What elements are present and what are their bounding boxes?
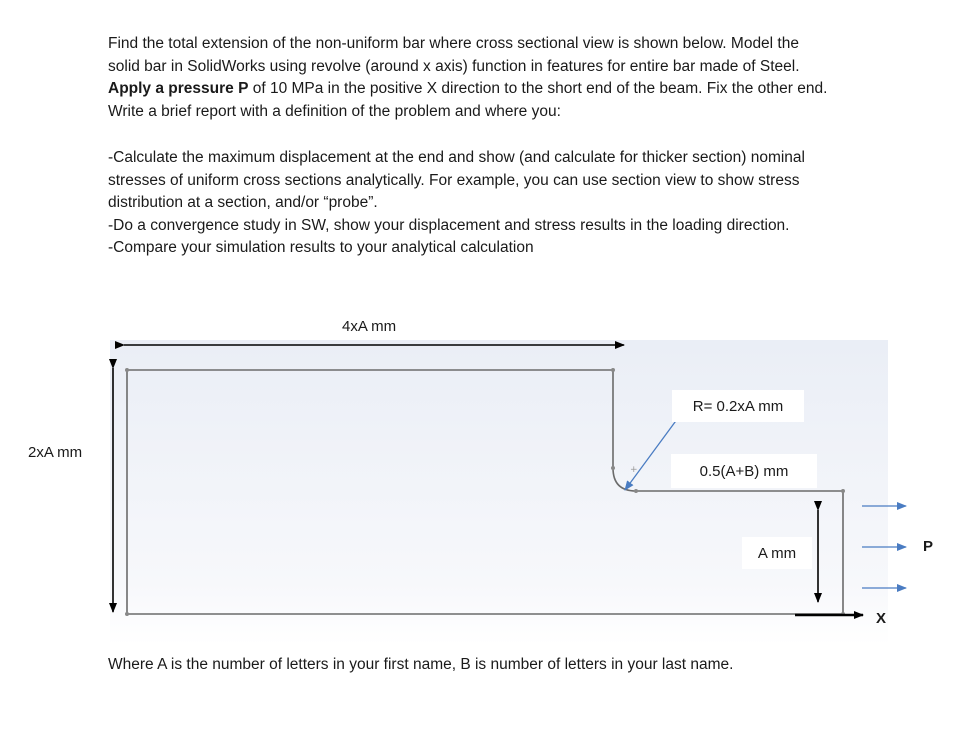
x-axis-label: X <box>876 610 887 627</box>
task-1-line-1: -Calculate the maximum displacement at the end and show (and calculate for thicker section) nominal <box>108 149 805 166</box>
length-label: 4xA mm <box>342 318 397 335</box>
vertex-point <box>611 368 615 372</box>
intro-line-4: Write a brief report with a definition of the problem and where you: <box>108 102 561 120</box>
task-1-line-3: distribution at a section, and/or “probe”. <box>108 194 378 211</box>
bar-cross-section-figure <box>0 300 960 645</box>
intro-line-1: Find the total extension of the non-uniform bar where cross sectional view is shown below. Model the <box>108 35 799 52</box>
task-1-line-2: stresses of uniform cross sections analytically. For example, you can use section view to show stress <box>108 171 800 189</box>
small-height-label: A mm <box>742 537 812 569</box>
height-label: 2xA mm <box>28 444 83 461</box>
vertex-point <box>634 489 638 493</box>
problem-statement <box>108 33 928 123</box>
load-label: P <box>923 538 934 555</box>
step-height-label: 0.5(A+B) mm <box>671 454 817 488</box>
sketch-background <box>110 340 888 645</box>
task-2: -Do a convergence study in SW, show your displacement and stress results in the loading direction. <box>108 216 790 234</box>
task-list <box>108 147 928 260</box>
pressure-emphasis: Apply a pressure P <box>108 80 249 97</box>
intro-line-3 <box>108 78 928 101</box>
fillet-center-mark: + <box>630 465 638 475</box>
footer-note: Where A is the number of letters in your first name, B is number of letters in your last name. <box>108 656 734 673</box>
vertex-point <box>125 368 129 372</box>
intro-line-2: solid bar in SolidWorks using revolve (around x axis) function in features for entire bar made of Steel. <box>108 57 800 75</box>
task-3: -Compare your simulation results to your analytical calculation <box>108 239 534 256</box>
vertex-point <box>611 466 615 470</box>
vertex-point <box>125 612 129 616</box>
intro-line-3-rest: of 10 MPa in the positive X direction to the short end of the beam. Fix the other end. <box>248 80 828 97</box>
radius-label: R= 0.2xA mm <box>672 390 804 422</box>
vertex-point <box>841 489 845 493</box>
